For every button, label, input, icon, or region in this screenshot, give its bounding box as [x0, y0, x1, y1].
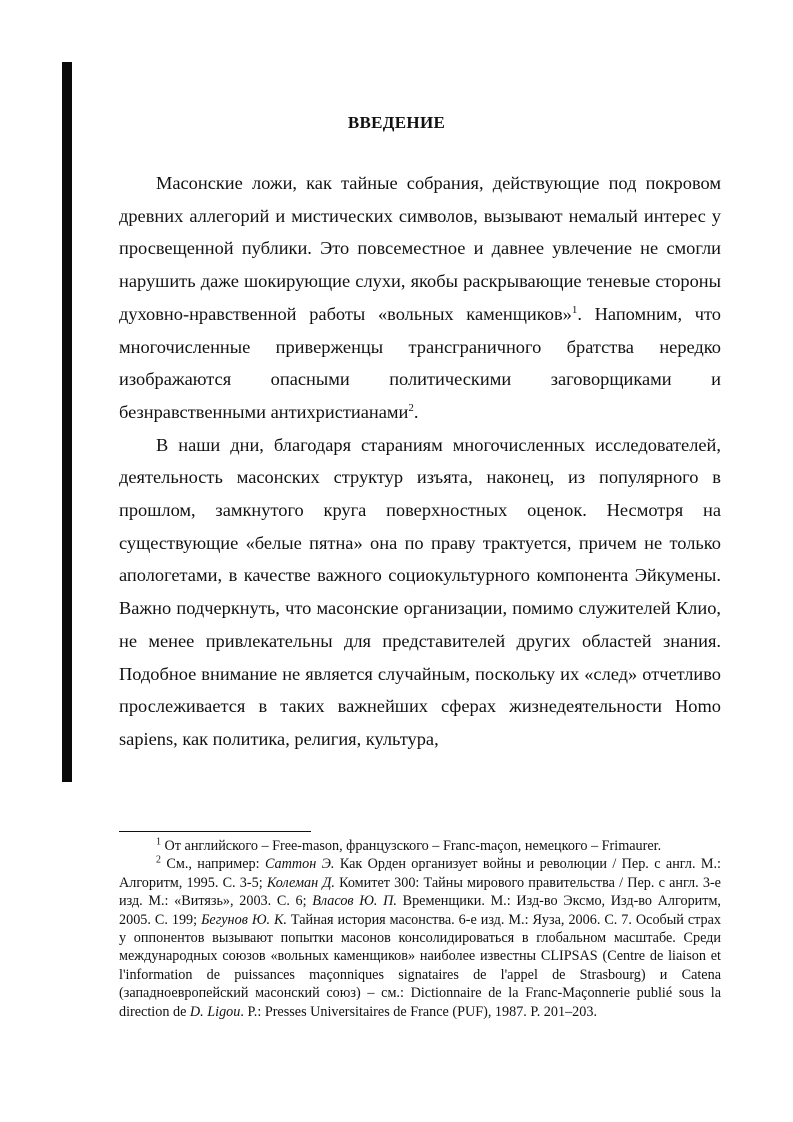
footnote-2-author-5: D. Ligou	[189, 1003, 241, 1020]
footnote-2-author-3: Власов Ю. П.	[312, 893, 397, 910]
footnote-1	[119, 837, 721, 855]
footnote-separator	[119, 831, 311, 832]
footnote-2-text-4: Временщики. М.: Изд-во Эксмо, Изд-во Алгоритм, 2005. С. 199;	[119, 893, 721, 928]
footnote-2-author-4: Бегунов Ю. К.	[201, 911, 287, 928]
page-title: ВВЕДЕНИЕ	[347, 113, 446, 132]
footnote-2-mark: 2	[156, 854, 161, 866]
footnote-1-text: От английского – Free-mason, французского – Franc-maçon, немецкого – Frimaurer.	[164, 838, 662, 854]
paragraph-1-text-b: . Напомним, что многочисленные приверженцы трансграничного братства нередко изображаются опасными политическими заговорщиками и безнравственными антихристианами	[119, 303, 721, 422]
footnote-2-author-1: Саттон Э.	[264, 856, 335, 873]
footnote-2-author-2: Колеман Д.	[266, 874, 335, 891]
footnote-ref-2[interactable]: 2	[408, 401, 414, 414]
paragraph-2: В наши дни, благодаря стараниям многочисленных исследователей, деятельность масонских структур изъята, наконец, из популярного в прошлом, замкнутого круга поверхностных оценок. Несмотря на существующие «белые пятна» она по праву трактуется, причем не только апологетами, в качестве важного социокультурного компонента Эйкумены. Важно подчеркнуть, что масонские организации, помимо служителей Клио, не менее привлекательны для представителей других областей знания. Подобное внимание не является случайным, поскольку их «след» отчетливо прослеживается в таких важнейших сферах жизнедеятельности Homo sapiens, как политика, религия, культура,	[119, 434, 721, 749]
footnotes	[119, 837, 721, 1021]
paragraph-1-text-a: Масонские ложи, как тайные собрания, действующие под покровом древних аллегорий и мистических символов, вызывают немалый интерес у просвещенной публики. Это повсеместное и давнее увлечение не смогли нарушить даже шокирующие слухи, якобы раскрывающие теневые стороны духовно-нравственной работы «вольных каменщиков»	[119, 173, 721, 324]
main-text	[119, 167, 721, 756]
scan-edge-mark	[62, 62, 72, 782]
footnote-2	[119, 855, 721, 1021]
footnote-ref-1[interactable]: 1	[571, 303, 578, 316]
footnote-1-mark: 1	[156, 836, 161, 848]
footnote-2-text-5: Тайная история масонства. 6-е изд. М.: Яуза, 2006. С. 7. Особый страх у оппонентов вызывают попытки масонов консолидироваться в глобальном масштабе. Среди международных союзов «вольных каменщиков» наиболее известны CLIPSAS (Centre de liaison et l'information de puissances maçonniques signataires de l'appel de Strasbourg) и Catena (западноевропейский масонский союз) – см.: Dictionnaire de la Franc-Maçonnerie publié sous la direction de	[119, 911, 722, 1020]
footnote-2-text-1: См., например:	[166, 856, 265, 873]
footnote-2-text-2: Как Орден организует войны и революции / Пер. с англ. М.: Алгоритм, 1995. С. 3-5;	[119, 856, 721, 891]
footnote-2-text-3: Комитет 300: Тайны мирового правительства / Пер. с англ. 3-е изд. М.: «Витязь», 2003. С. 6;	[119, 874, 721, 910]
paragraph-1	[119, 167, 721, 429]
footnote-2-text-6: . P.: Presses Universitaires de France (PUF), 1987. P. 201–203.	[240, 1003, 598, 1020]
paragraph-1-text-c: .	[413, 401, 419, 422]
